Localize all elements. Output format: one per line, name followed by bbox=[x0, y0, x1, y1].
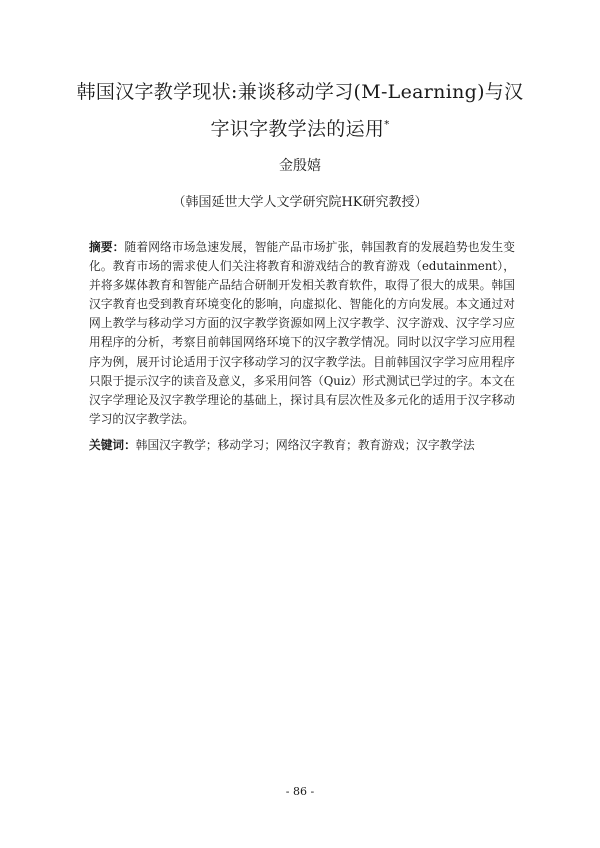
paper-title-line-1: 韩国汉字教学现状:兼谈移动学习(M-Learning)与汉 bbox=[76, 81, 524, 103]
author-affiliation: （韩国延世大学人文学研究院HK研究教授） bbox=[172, 195, 428, 210]
abstract-label: 摘要： bbox=[89, 240, 125, 254]
author-name: 金殷嬉 bbox=[279, 158, 321, 174]
page-number: - 86 - bbox=[285, 785, 315, 798]
keywords-label: 关键词： bbox=[89, 438, 136, 452]
keywords-text: 韩国汉字教学；移动学习；网络汉字教育；教育游戏；汉字教学法 bbox=[135, 438, 475, 452]
abstract-text: 随着网络市场急速发展，智能产品市场扩张，韩国教育的发展趋势也发生变化。教育市场的需求使人们关注将教育和游戏结合的教育游戏（edutainment），并将多媒体教育和智能产品结合研制开发相关教育软件，取得了很大的成果。韩国汉字教育也受到教育环境变化的影响，向虚拟化、智能化的方向发展。本文通过对网上教学与移动学习方面的汉字教学资源如网上汉字教学、汉字游戏、汉字学习应用程序的分析，考察目前韩国网络环境下的汉字教学情况。同时以汉字学习应用程序为例，展开讨论适用于汉字移动学习的汉字教学法。目前韩国汉字学习应用程序只限于提示汉字的读音及意义，多采用问答（Quiz）形式测试已学过的字。本文在汉字学理论及汉字教学理论的基础上，探讨具有层次性及多元化的适用于汉字移动学习的汉字教学法。 bbox=[89, 240, 515, 426]
paper-title-line-2-text: 字识字教学法的运用 bbox=[210, 118, 385, 140]
paper-title-line-2 bbox=[60, 120, 540, 139]
title-footnote-mark: * bbox=[384, 119, 390, 131]
keywords bbox=[89, 436, 519, 455]
abstract bbox=[89, 238, 515, 429]
